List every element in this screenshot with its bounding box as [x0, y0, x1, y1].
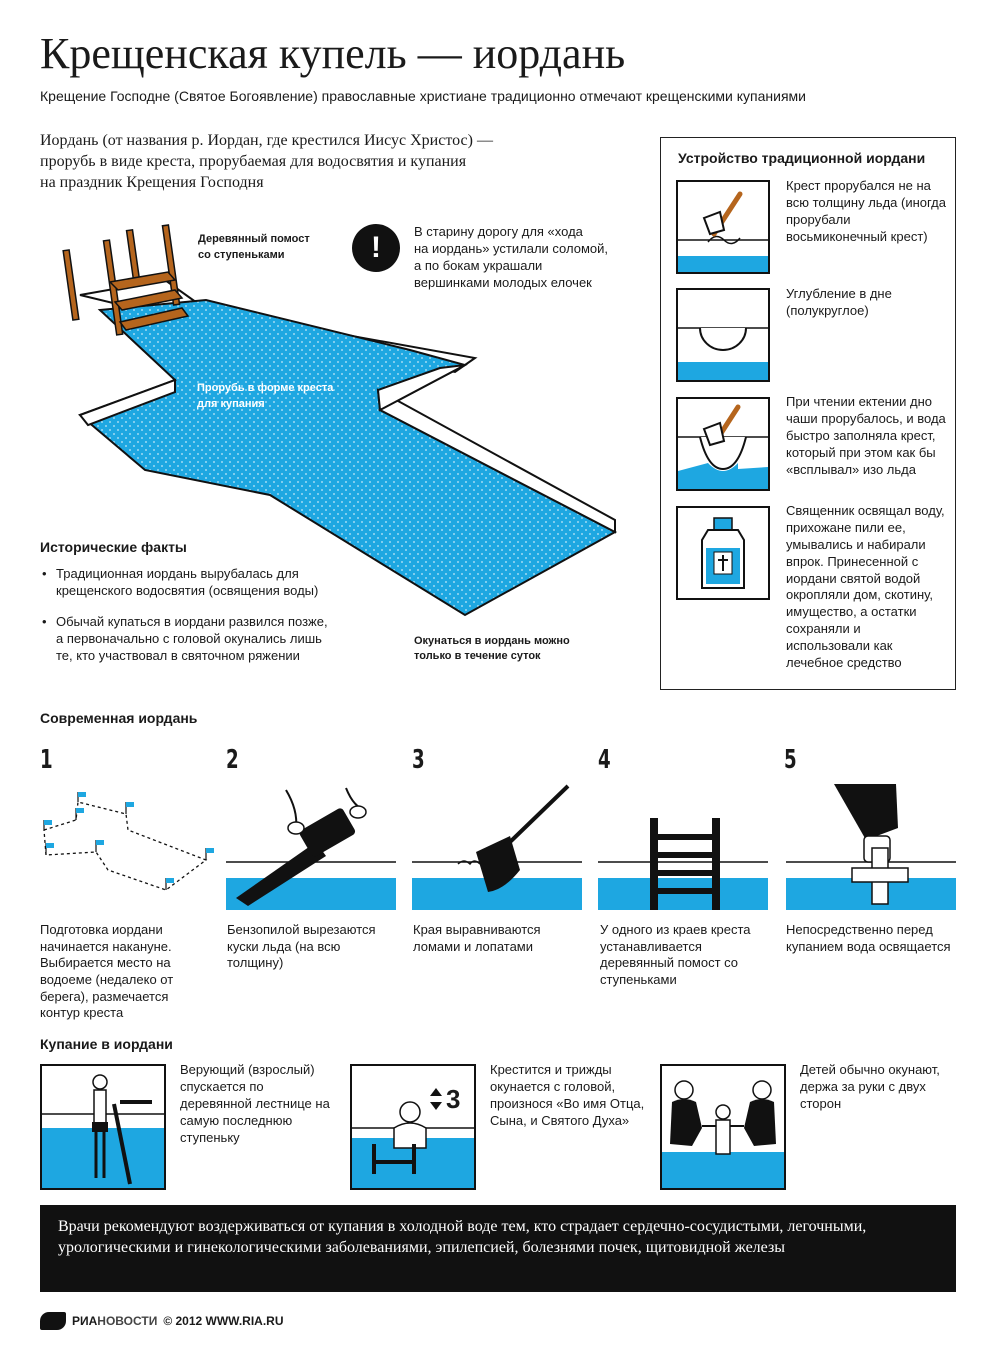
intro-text: [40, 130, 580, 193]
step-3-shovel-illustration: [412, 780, 582, 910]
note-line: на иордань» устилали соломой,: [414, 240, 608, 256]
step-text: Подготовка иордани начинается накануне. Выбирается место на водоеме (недалеко от берега), размечается контур креста: [40, 922, 174, 1021]
step-4-ladder-illustration: [598, 780, 768, 910]
bathing-text-1: Верующий (взрослый) спускается по деревянной лестнице на самую последнюю ступеньку: [180, 1062, 330, 1145]
page-subtitle: Крещение Господне (Святое Богоявление) православные христиане традиционно отмечают крещенскими купаниями: [40, 88, 806, 104]
bathing-text-3: Детей обычно окунают, держа за руки с двух сторон: [800, 1062, 940, 1111]
step-number: 1: [40, 745, 53, 775]
note-text: [414, 224, 634, 292]
label-hole-1: Прорубь в форме креста: [197, 382, 334, 394]
step-text: Непосредственно перед купанием вода освящается: [786, 922, 951, 954]
label-day-2: только в течение суток: [414, 650, 541, 663]
step-text: Бензопилой вырезаются куски льда (на всю толщину): [227, 922, 376, 971]
step-text: Края выравниваются ломами и лопатами: [413, 922, 541, 954]
label-platform-2: со ступеньками: [198, 249, 285, 261]
trad-text-3: При чтении ектении дно чаши прорубалось, и вода быстро заполняла крест, который при этом как бы «всплывал» изо льда: [786, 394, 946, 477]
label-platform-1: Деревянный помост: [198, 233, 310, 245]
label-day: [414, 634, 570, 665]
trad-icon-1: [676, 180, 770, 274]
history-title: Исторические факты: [40, 539, 187, 555]
bathing-icon-3: [660, 1064, 786, 1190]
brand-ria: РИА: [72, 1314, 98, 1328]
exclamation-icon: !: [352, 224, 400, 272]
dip-count-badge: 3: [446, 1084, 461, 1114]
trad-icon-4: [676, 506, 770, 600]
page-title: Крещенская купель — иордань: [40, 29, 626, 78]
step-number: 3: [412, 745, 425, 775]
step-5-blessing-illustration: [786, 780, 956, 910]
history-item: • Обычай купаться в иордани развился позже, а первоначально с головой окунались лишь те, кто участвовал в святочном ряжении: [40, 614, 330, 665]
bathing-text-2: Крестится и трижды окунается с головой, произнося «Во имя Отца, Сына, и Святого Духа»: [490, 1062, 645, 1128]
step-number: 2: [226, 745, 239, 775]
label-day-1: Окунаться в иордань можно: [414, 635, 570, 647]
step-text: У одного из краев креста устанавливается деревянный помост со ступеньками: [600, 922, 751, 987]
intro-line: на праздник Крещения Господня: [40, 174, 264, 192]
history-list: [40, 566, 330, 678]
copyright: © 2012 WWW.RIA.RU: [163, 1314, 284, 1328]
step-1-marking-illustration: [36, 790, 216, 910]
intro-line: прорубь в виде креста, прорубаемая для водосвятия и купания: [40, 153, 467, 171]
bathing-icon-1: [40, 1064, 166, 1190]
trad-text-1: Крест прорубался не на всю толщину льда (иногда прорубали восьмиконечный крест): [786, 178, 946, 244]
footer: [40, 1312, 284, 1330]
step-2-chainsaw-illustration: [226, 780, 396, 910]
history-item: • Традиционная иордань вырубалась для крещенского водосвятия (освящения воды): [40, 566, 330, 600]
modern-title: Современная иордань: [40, 710, 198, 726]
note-line: а по бокам украшали: [414, 257, 543, 273]
trad-icon-2: [676, 288, 770, 382]
note-line: вершинками молодых елочек: [414, 274, 592, 290]
trad-text-2: Углубление в дне (полукруглое): [786, 286, 892, 318]
trad-text-4: Священник освящал воду, прихожане пили ее, умывались и набирали впрок. Принесенной с иордани святой водой окропляли дом, скотину, имущество, а остатки сохраняли и использовали как лечебное средство: [786, 503, 945, 671]
medical-warning: Врачи рекомендуют воздерживаться от купания в холодной воде тем, кто страдает сердечно-сосудистыми, легочными, урологическими и гинекологическими заболеваниями, эпилепсией, болезнями почек, щитовидной железы: [40, 1205, 956, 1292]
step-number: 4: [598, 745, 611, 775]
traditional-title: Устройство традиционной иордани: [678, 150, 926, 166]
intro-line: Иордань (от названия р. Иордан, где крестился Иисус Христос) —: [40, 132, 493, 149]
note-line: В старину дорогу для «хода: [414, 224, 583, 239]
bathing-title: Купание в иордани: [40, 1036, 173, 1052]
bathing-icon-2: [350, 1064, 476, 1190]
label-hole-2: для купания: [197, 398, 265, 410]
brand-novosti: НОВОСТИ: [97, 1314, 158, 1328]
step-number: 5: [784, 745, 797, 775]
trad-icon-3: [676, 397, 770, 491]
ria-logo-icon: [40, 1312, 66, 1330]
